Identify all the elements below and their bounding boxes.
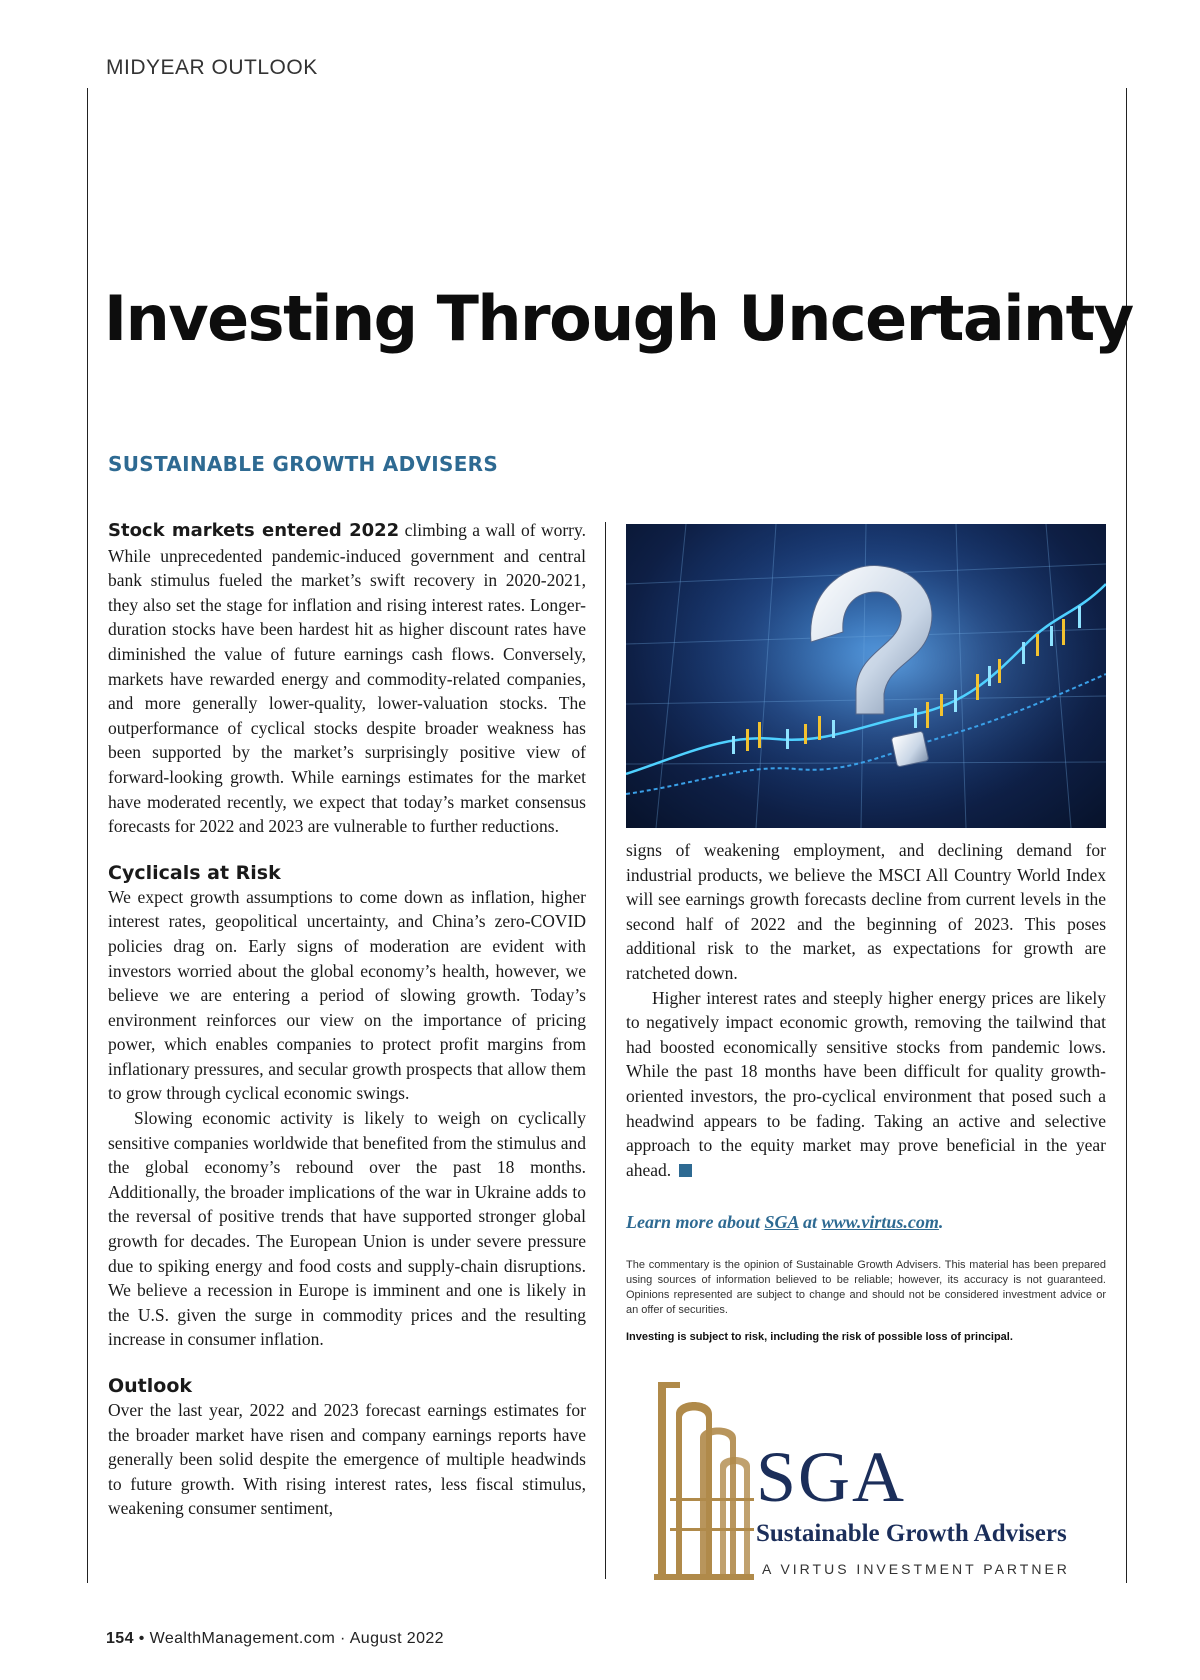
photo-illustration — [626, 524, 1106, 828]
article-column-left — [108, 518, 586, 1521]
footer-separator: • — [133, 1630, 150, 1647]
risk-note: Investing is subject to risk, including the risk of possible loss of principal. — [626, 1331, 1013, 1343]
article-column-right — [626, 838, 1106, 1182]
paragraph-intro — [108, 518, 586, 839]
page-title: Investing Through Uncertainty — [104, 282, 1133, 355]
paragraph-outlook: Over the last year, 2022 and 2023 forecast earnings estimates for the broader market have risen and company earnings reports have generally been solid despite the emergence of multiple headwinds to future growth. With rising interest rates, less fiscal stimulus, weakening consumer sentiment, — [108, 1400, 586, 1519]
sga-logo — [650, 1378, 1090, 1588]
paragraph-msci: signs of weakening employment, and declining demand for industrial products, we believe the MSCI All Country World Index will see earnings growth forecasts decline from current levels in the second half of 2022 and the beginning of 2023. This poses additional risk to the market, as expectations for growth are ratcheted down. — [626, 840, 1106, 983]
sga-link[interactable]: SGA — [764, 1212, 799, 1232]
logo-tagline: A VIRTUS INVESTMENT PARTNER — [762, 1561, 1070, 1577]
left-margin-rule — [87, 88, 88, 1583]
learn-more-middle: at — [798, 1212, 822, 1232]
section-label: MIDYEAR OUTLOOK — [106, 56, 318, 79]
paragraph-rates — [626, 986, 1106, 1183]
column-divider — [605, 522, 606, 1579]
subhead-cyclicals: Cyclicals at Risk — [108, 861, 281, 884]
logo-wordmark: SGA — [756, 1437, 907, 1517]
question-mark-market-photo — [626, 524, 1106, 828]
arches-logo-icon — [650, 1378, 754, 1580]
virtus-link[interactable]: www.virtus.com — [821, 1212, 939, 1232]
page-number: 154 — [106, 1630, 134, 1647]
logo-company-name: Sustainable Growth Advisers — [756, 1520, 1067, 1547]
disclaimer-text: The commentary is the opinion of Sustainable Growth Advisers. This material has been prepared using sources of information believed to be reliable; however, its accuracy is not guaranteed. Opinions represented are subject to change and should not be considered investment advice or an offer of securities. — [626, 1259, 1106, 1316]
learn-more-prefix: Learn more about — [626, 1212, 765, 1232]
lead-in: Stock markets entered 2022 — [108, 520, 400, 541]
paragraph-intro-text: climbing a wall of worry. While unprecedented pandemic-induced government and central bank stimulus fueled the market’s swift recovery in 2020-2021, they also set the stage for inflation and rising interest rates. Longer-duration stocks have been hardest hit as higher discount rates have diminished the value of future earnings cash flows. Conversely, markets have rewarded energy and commodity-related companies, and more generally lower-quality, lower-valuation stocks. The outperformance of cyclical stocks despite broader weakness has been supported by the market’s surprisingly positive view of forward-looking growth. While earnings estimates for the market have moderated recently, we expect that today’s market consensus forecasts for 2022 and 2023 are vulnerable to further reductions. — [108, 520, 586, 837]
end-of-article-mark — [679, 1164, 692, 1177]
paragraph-cyclicals: We expect growth assumptions to come down as inflation, higher interest rates, geopolitical uncertainty, and China’s zero-COVID policies drag on. Early signs of moderation are evident with investors worried about the global economy’s health, however, we believe we are entering a period of slowing growth. Today’s environment reinforces our view on the importance of pricing power, which enables companies to protect profit margins from inflationary pressures, and secular growth prospects that allow them to grow through cyclical economic swings. — [108, 886, 586, 1104]
publication-info: WealthManagement.com · August 2022 — [149, 1630, 444, 1647]
subhead-outlook: Outlook — [108, 1375, 193, 1397]
learn-more-line — [626, 1212, 943, 1233]
author-byline: SUSTAINABLE GROWTH ADVISERS — [108, 452, 499, 476]
page-footer — [106, 1630, 444, 1648]
learn-more-suffix: . — [938, 1212, 944, 1232]
paragraph-rates-text: Higher interest rates and steeply higher energy prices are likely to negatively impact economic growth, removing the tailwind that had boosted economically sensitive stocks from pandemic lows. While the past 18 months have been difficult for quality growth-oriented investors, the pro-cyclical environment that posed such a headwind appears to be fading. Taking an active and selective approach to the equity market may prove beneficial in the year ahead. — [626, 987, 1106, 1180]
paragraph-slowing: Slowing economic activity is likely to weigh on cyclically sensitive companies worldwide that benefited from the stimulus and the global economy’s rebound over the past 18 months. Additionally, the broader implications of the war in Ukraine adds to the reversal of positive trends that have supported stronger global growth for decades. The European Union is under severe pressure due to spiking energy and food costs and supply-chain disruptions. We believe a recession in Europe is imminent and one is likely in the U.S. given the surge in commodity prices and the resulting increase in consumer inflation. — [108, 1108, 586, 1350]
